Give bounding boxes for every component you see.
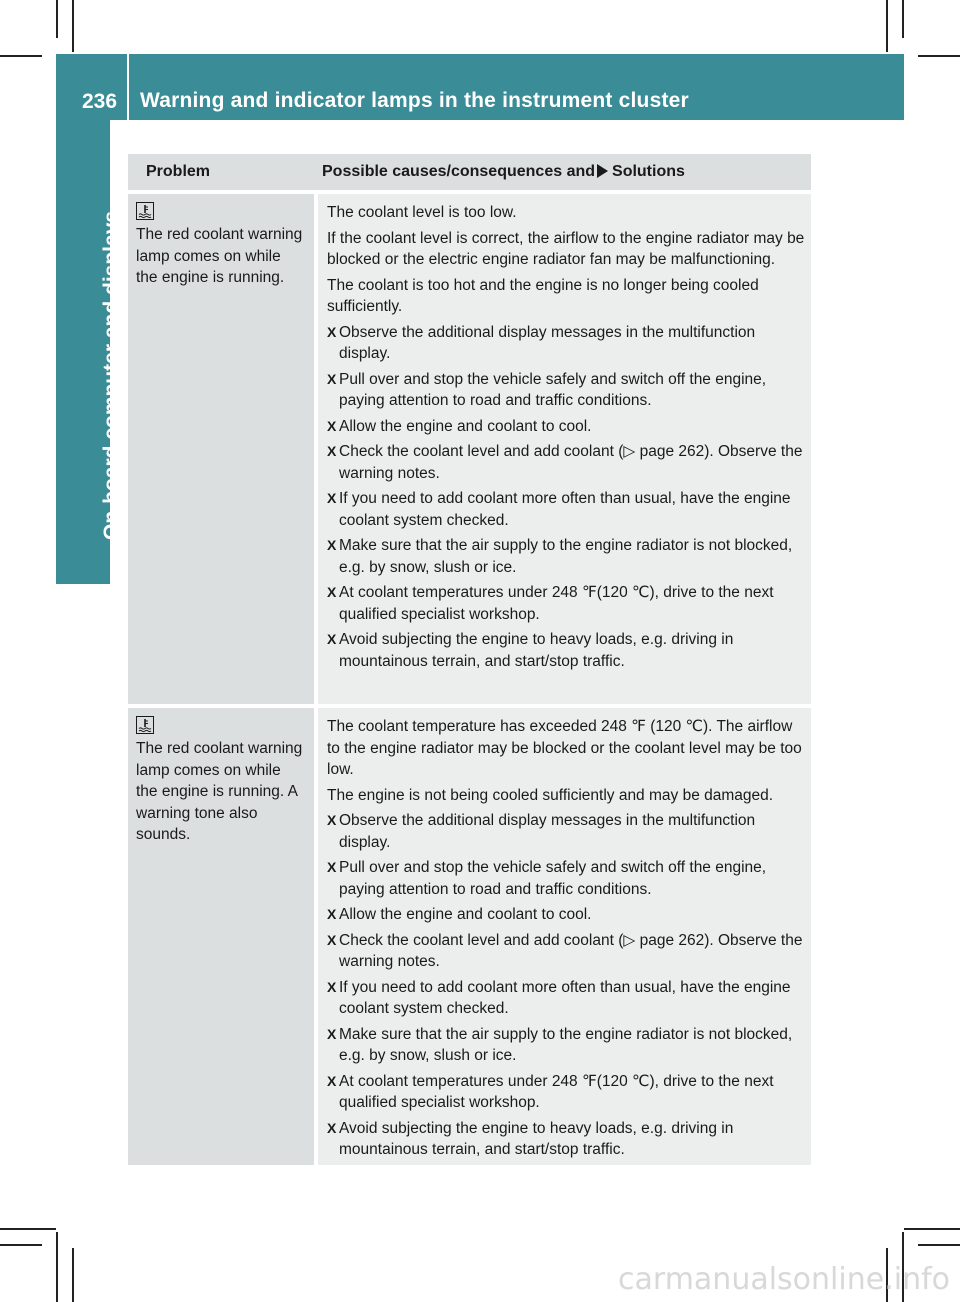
step-x-icon: X [327,978,337,995]
problem-text: The red coolant warning lamp comes on while the engine is running. A warning tone also sounds. [136,740,303,843]
step-x-icon: X [327,443,337,459]
step-x-icon: X [327,1072,337,1089]
step-x-icon: X [327,859,337,875]
solution-step: X If you need to add coolant more often than usual, have the engine coolant system checked. [327,977,805,1020]
header-divider [127,54,129,120]
problem-text: The red coolant warning lamp comes on while the engine is running. [136,226,303,286]
step-x-icon: X [327,370,337,387]
step-x-icon: X [327,906,337,922]
problem-cell [128,194,314,704]
coolant-temperature-icon [136,716,154,734]
side-tab-label: On-board computer and displays [100,210,123,540]
solution-step: X Avoid subjecting the engine to heavy loads, e.g. driving in mountainous terrain, and start/stop traffic. [327,1118,805,1161]
solution-cell [318,194,811,704]
solution-step: X Observe the additional display messages in the multifunction display. [327,322,805,365]
cause-text: The coolant level is too low. [327,204,517,221]
solution-step: X Allow the engine and coolant to cool. [327,904,805,926]
cause-text: If the coolant level is correct, the airflow to the engine radiator may be blocked or the electric engine radiator fan may be malfunctioning. [327,229,805,268]
coolant-temperature-icon [136,202,154,220]
watermark: carmanualsonline.info [618,1262,950,1297]
step-x-icon: X [327,537,337,553]
step-x-icon: X [327,812,337,828]
problem-cell [128,708,314,1165]
solution-step: X Make sure that the air supply to the engine radiator is not blocked, e.g. by snow, slush or ice. [327,1024,805,1067]
solution-step: X Observe the additional display messages in the multifunction display. [327,810,805,853]
column-header-solutions [322,163,685,181]
step-x-icon: X [327,1119,337,1136]
step-x-icon: X [327,931,337,948]
solution-step: X At coolant temperatures under 248 ℉(120 ℃), drive to the next qualified specialist workshop. [327,1071,805,1114]
step-x-icon: X [327,417,337,434]
column-header-problem: Problem [146,163,211,180]
solution-cell [318,708,811,1165]
step-x-icon: X [327,584,337,600]
table-row [128,708,811,1165]
solution-step: X At coolant temperatures under 248 ℉(120 ℃), drive to the next qualified specialist workshop. [327,582,805,625]
step-x-icon: X [327,490,337,506]
table-row [128,194,811,704]
cause-text: The coolant is too hot and the engine is no longer being cooled sufficiently. [327,276,759,315]
solution-step: X Check the coolant level and add coolant (▷ page 262). Observe the warning notes. [327,441,805,484]
page-title: Warning and indicator lamps in the instrument cluster [140,89,689,112]
solution-step: X Make sure that the air supply to the engine radiator is not blocked, e.g. by snow, slush or ice. [327,535,805,578]
column-header-solutions-post: Solutions [612,163,685,180]
solution-step: X Pull over and stop the vehicle safely and switch off the engine, paying attention to road and traffic conditions. [327,369,805,412]
solution-step: X Avoid subjecting the engine to heavy loads, e.g. driving in mountainous terrain, and start/stop traffic. [327,629,805,672]
step-x-icon: X [327,323,337,340]
cause-text: The engine is not being cooled sufficiently and may be damaged. [327,786,774,804]
step-x-icon: X [327,631,337,647]
warning-table [128,154,811,1165]
cause-text: The coolant temperature has exceeded 248 ℉ (120 ℃). The airflow to the engine radiator may be blocked or the coolant level may be too low. [327,718,802,778]
column-header-solutions-pre: Possible causes/consequences and [322,163,596,180]
table-header [128,154,811,190]
solution-step: X Pull over and stop the vehicle safely and switch off the engine, paying attention to road and traffic conditions. [327,857,805,900]
solution-step: X If you need to add coolant more often than usual, have the engine coolant system checked. [327,488,805,531]
solution-step: X Allow the engine and coolant to cool. [327,416,805,438]
page-number: 236 [82,90,118,113]
step-x-icon: X [327,1025,337,1042]
solution-step: X Check the coolant level and add coolant (▷ page 262). Observe the warning notes. [327,930,805,973]
arrow-right-icon [597,164,608,178]
